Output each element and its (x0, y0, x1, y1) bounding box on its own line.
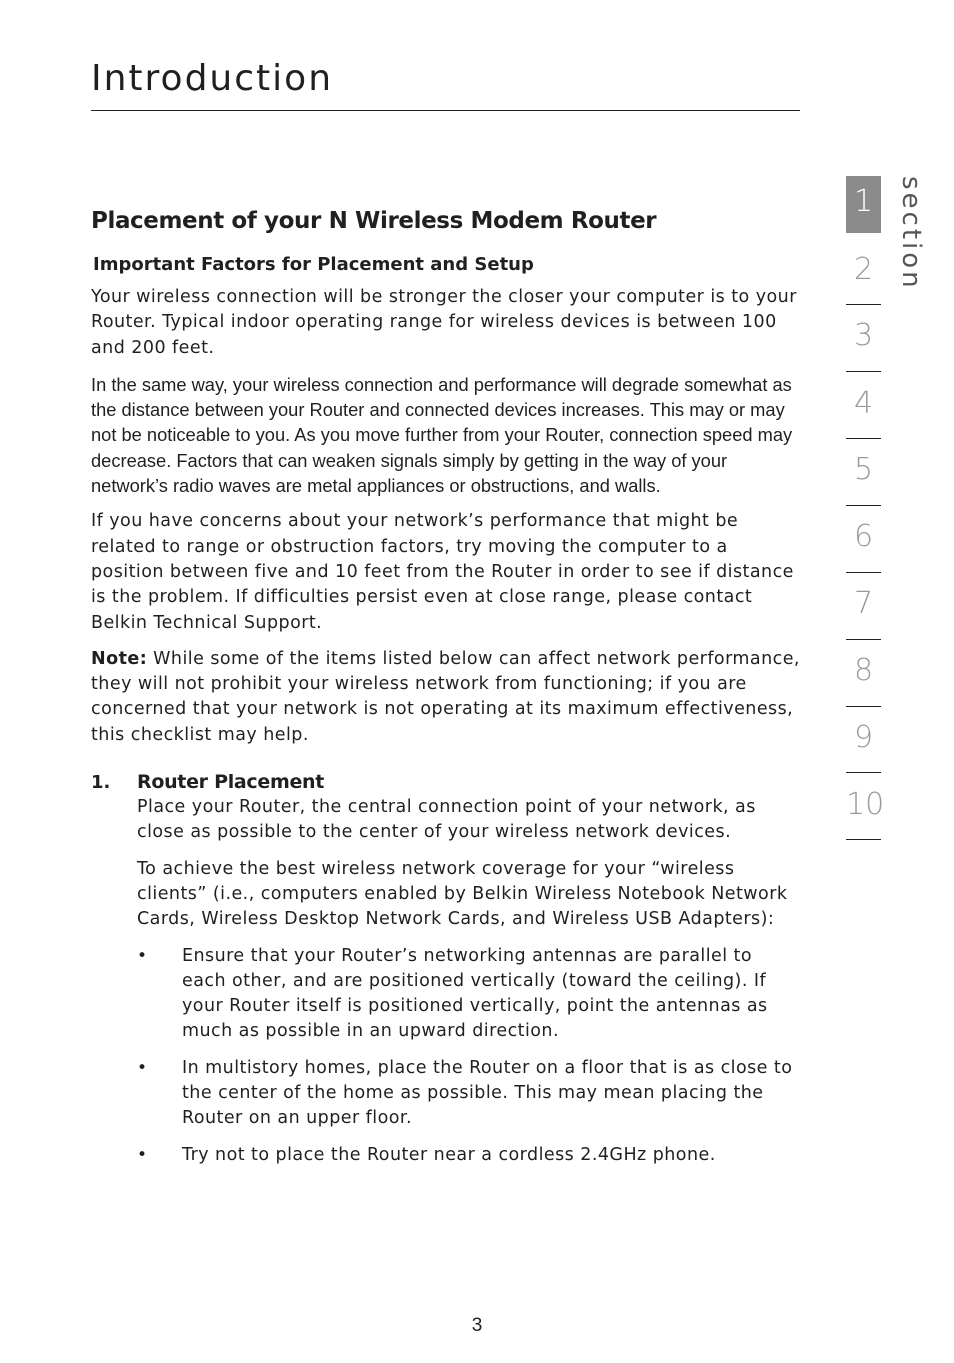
list-item-text: Try not to place the Router near a cordless 2.4GHz phone. (182, 1144, 716, 1165)
list-item (137, 944, 801, 1045)
section-nav-divider (846, 839, 881, 840)
step-number: 1. (91, 772, 111, 794)
section-nav-item-5[interactable]: 5 (853, 452, 874, 487)
section-nav-divider (846, 304, 881, 305)
step-paragraph: To achieve the best wireless network coverage for your “wireless clients” (i.e., computers enabled by Belkin Wireless Notebook Network Cards, Wireless Desktop Network Cards, and Wireless USB Adapters): (137, 858, 788, 930)
list-item-text: In multistory homes, place the Router on a floor that is as close to the center of the home as possible. This may mean placing the Router on an upper floor. (182, 1057, 793, 1129)
section-nav-item-10[interactable]: 10 (846, 787, 885, 822)
section-label: section (896, 176, 926, 291)
subsection-heading: Important Factors for Placement and Setup (93, 254, 534, 275)
header-divider (91, 110, 800, 111)
bullet-list (137, 944, 801, 1168)
section-nav-item-2[interactable]: 2 (853, 252, 874, 287)
section-nav-item-4[interactable]: 4 (853, 386, 874, 421)
section-nav-divider (846, 706, 881, 707)
step-paragraph: Place your Router, the central connection point of your network, as close as possible to the center of your wireless network devices. (137, 797, 756, 843)
section-nav-divider (846, 639, 881, 640)
list-item-text: Ensure that your Router’s networking antennas are parallel to each other, and are positioned vertically (toward the ceiling). If your Router itself is positioned vertically, point the antennas as much as possible in an upward direction. (182, 945, 768, 1042)
section-nav-item-3[interactable]: 3 (853, 318, 874, 353)
main-content (91, 208, 801, 1179)
section-nav-divider (846, 371, 881, 372)
body-paragraph: If you have concerns about your network’s performance that might be related to range or obstruction factors, try moving the computer to a position between five and 10 feet from the Router in order to see if distance is the problem. If difficulties persist even at close range, please contact Belkin Technical Support. (91, 511, 794, 633)
checklist-step (91, 770, 801, 1168)
section-nav-item-1[interactable]: 1 (853, 184, 874, 219)
page-header-title: Introduction (91, 58, 334, 99)
note-label: Note: (91, 648, 148, 669)
section-nav-item-6[interactable]: 6 (853, 519, 874, 554)
section-nav-divider (846, 438, 881, 439)
page-number: 3 (471, 1315, 483, 1336)
section-heading: Placement of your N Wireless Modem Router (91, 208, 657, 234)
note-text: While some of the items listed below can affect network performance, they will not prohibit your wireless network from functioning; if you are concerned that your network is not operating at its maximum effectiveness, this checklist may help. (91, 648, 800, 745)
section-nav-item-7[interactable]: 7 (853, 586, 874, 621)
body-paragraph: Your wireless connection will be stronger the closer your computer is to your Router. Typical indoor operating range for wireless devices is between 100 and 200 feet. (91, 287, 797, 358)
section-nav-item-8[interactable]: 8 (853, 653, 874, 688)
section-nav-divider (846, 505, 881, 506)
bullet-icon: • (137, 945, 148, 966)
section-nav-divider (846, 772, 881, 773)
list-item (137, 1056, 801, 1132)
bullet-icon: • (137, 1057, 148, 1078)
note-paragraph (91, 647, 801, 748)
section-nav-item-9[interactable]: 9 (853, 720, 874, 755)
step-title: Router Placement (137, 771, 325, 794)
section-nav-divider (846, 572, 881, 573)
list-item (137, 1143, 801, 1168)
bullet-icon: • (137, 1144, 148, 1165)
body-paragraph: In the same way, your wireless connection and performance will degrade somewhat as the distance between your Router and connected devices increases. This may or may not be noticeable to you. As you move further from your Router, connection speed may decrease. Factors that can weaken signals simply by getting in the way of your network’s radio waves are metal appliances or obstructions, and walls. (91, 373, 793, 497)
